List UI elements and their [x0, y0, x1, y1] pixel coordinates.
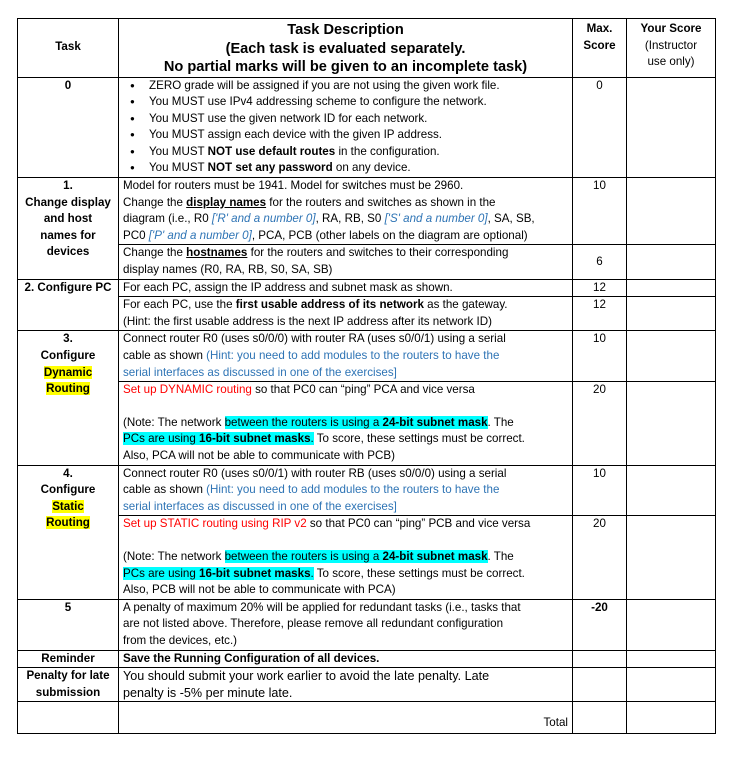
task-label: 2. Configure PC — [18, 279, 119, 331]
text-bold: NOT use default routes — [207, 144, 336, 158]
text: , RA, RB, S0 — [315, 212, 385, 226]
task-description — [119, 331, 573, 382]
max-score: 20 — [573, 516, 627, 599]
highlighted-text: between the routers is using a — [224, 415, 383, 429]
header-desc-line: No partial marks will be given to an incomplete task) — [163, 59, 528, 75]
highlighted-label: Routing — [46, 382, 90, 396]
text: cable as shown — [123, 483, 207, 497]
task-description — [119, 245, 573, 279]
rule-item: ● You MUST use IPv4 addressing scheme to configure the network. — [149, 94, 568, 111]
marking-rubric-table — [17, 18, 716, 734]
task-label-line: 3. — [63, 332, 73, 346]
max-score-cell — [573, 650, 627, 668]
text-line: from the devices, etc.) — [123, 633, 238, 647]
task-label-line — [22, 515, 114, 532]
task-row-5 — [18, 599, 716, 650]
text-line — [123, 382, 568, 399]
header-desc-line: Task Description — [287, 22, 404, 38]
max-score: 6 — [573, 245, 627, 279]
text-bold-underline: display names — [186, 195, 267, 209]
text-line — [123, 211, 568, 228]
task-row-1b — [18, 245, 716, 279]
rule-item: ● ZERO grade will be assigned if you are not using the given work file. — [149, 78, 568, 95]
text-hint: ['R' and a number 0] — [211, 212, 316, 226]
text: , PCA, PCB (other labels on the diagram are optional) — [251, 228, 528, 242]
header-your-score-line: Your Score — [640, 22, 702, 35]
text: . The — [487, 415, 514, 429]
reminder-text: Save the Running Configuration of all devices. — [119, 650, 573, 668]
rules-list — [123, 78, 568, 178]
header-max-line: Score — [583, 38, 616, 52]
text-bold: NOT set any password — [207, 161, 333, 175]
task-label — [18, 465, 119, 599]
task-label — [18, 331, 119, 465]
rule-item: ● You MUST assign each device with the given IP address. — [149, 127, 568, 144]
text: as the gateway. — [423, 298, 508, 312]
task-label: 0 — [18, 77, 119, 178]
task-label-line: 4. — [63, 466, 73, 480]
text-bold-underline: hostnames — [186, 246, 248, 260]
text-line: Model for routers must be 1941. Model for switches must be 2960. — [123, 179, 464, 193]
task-description — [119, 599, 573, 650]
header-max-score — [573, 19, 627, 78]
rule-item — [149, 160, 568, 177]
reminder-row — [18, 650, 716, 668]
text: PC0 — [123, 228, 149, 242]
task-label-line: 1. — [63, 179, 73, 193]
task-row-4b — [18, 516, 716, 599]
text: . The — [487, 549, 514, 563]
max-score: 10 — [573, 465, 627, 516]
your-score-cell — [627, 650, 716, 668]
max-score: 10 — [573, 178, 627, 245]
total-label: Total — [119, 702, 573, 734]
task-description: For each PC, assign the IP address and subnet mask as shown. — [119, 279, 573, 297]
text-line — [123, 228, 568, 245]
max-score: 10 — [573, 331, 627, 382]
your-score-cell — [627, 382, 716, 465]
task-row-3a — [18, 331, 716, 382]
text-line — [123, 482, 568, 499]
header-your-score-line: use only) — [647, 55, 695, 69]
text: To score, these settings must be correct. — [313, 566, 525, 580]
header-your-score — [627, 19, 716, 78]
task-label-line: Penalty for late — [26, 669, 110, 683]
max-score: 12 — [573, 279, 627, 297]
text-line: Also, PCB will not be able to communicate with PCA) — [123, 583, 396, 597]
text: Change the — [123, 246, 187, 260]
highlighted-text-bold: 24-bit subnet mask — [382, 415, 488, 429]
task-label-line: and host — [43, 212, 93, 226]
task-label-line: names for — [40, 228, 96, 242]
your-score-cell — [627, 331, 716, 382]
highlighted-text: PCs are using — [123, 566, 200, 580]
text-line: display names (R0, RA, RB, S0, SA, SB) — [123, 263, 333, 277]
text-line — [123, 566, 568, 583]
max-score: 20 — [573, 382, 627, 465]
your-score-cell — [627, 245, 716, 279]
late-penalty-label — [18, 668, 119, 702]
text-line: Connect router R0 (uses s0/0/1) with router RB (uses s0/0/0) using a serial — [123, 466, 507, 480]
task-row-4a — [18, 465, 716, 516]
text-line — [123, 516, 568, 533]
text-line: You should submit your work earlier to avoid the late penalty. Late — [123, 669, 490, 684]
text: (Note: The network — [123, 415, 225, 429]
task-label-line: devices — [46, 245, 90, 259]
text-line — [123, 431, 568, 448]
your-score-cell — [627, 279, 716, 297]
text: for the routers and switches as shown in the — [266, 195, 496, 209]
text: for the routers and switches to their corresponding — [247, 246, 509, 260]
task-description — [119, 77, 573, 178]
text: , SA, SB, — [487, 212, 535, 226]
text: You MUST — [149, 161, 208, 175]
task-label-line — [22, 365, 114, 382]
empty-cell — [18, 702, 119, 734]
highlighted-text: PCs are using — [123, 432, 200, 446]
header-max-line: Max. — [586, 22, 613, 35]
text: so that PC0 can “ping” PCB and vice versa — [306, 517, 531, 531]
task-label-line: Configure — [40, 349, 96, 362]
task-row-1a — [18, 178, 716, 245]
text-line: A penalty of maximum 20% will be applied for redundant tasks (i.e., tasks that — [123, 600, 521, 614]
text: cable as shown — [123, 349, 207, 362]
reminder-label: Reminder — [18, 650, 119, 668]
late-penalty-row — [18, 668, 716, 702]
text-hint: ['S' and a number 0] — [384, 212, 488, 226]
total-row — [18, 702, 716, 734]
your-score-cell — [627, 599, 716, 650]
highlighted-text: . — [310, 432, 314, 446]
task-row-0 — [18, 77, 716, 178]
task-row-2a — [18, 279, 716, 297]
max-score-cell — [573, 668, 627, 702]
text: For each PC, use the — [123, 298, 236, 312]
text: To score, these settings must be correct. — [313, 432, 525, 446]
your-score-cell — [627, 668, 716, 702]
text: (Note: The network — [123, 549, 225, 563]
max-score: 0 — [573, 77, 627, 178]
task-label-line — [22, 499, 114, 516]
header-desc-line: (Each task is evaluated separately. — [225, 40, 466, 57]
header-your-score-line: (Instructor — [644, 38, 698, 52]
text: so that PC0 can “ping” PCA and vice versa — [251, 383, 475, 397]
your-score-cell — [627, 178, 716, 245]
text: on any device. — [332, 161, 411, 175]
text-line: Connect router R0 (uses s0/0/0) with router RA (uses s0/0/1) using a serial — [123, 332, 506, 346]
total-your-score-cell — [627, 702, 716, 734]
text-line: are not listed above. Therefore, please remove all redundant configuration — [123, 617, 504, 631]
header-task: Task — [18, 19, 119, 78]
text-line — [123, 549, 568, 566]
text: Change the — [123, 195, 187, 209]
text-bold: first usable address of its network — [235, 298, 424, 312]
task-label-line — [22, 381, 114, 398]
text-line: (Hint: the first usable address is the next IP address after its network ID) — [123, 314, 493, 328]
your-score-cell — [627, 77, 716, 178]
text-line — [123, 195, 568, 212]
highlighted-label: Routing — [46, 516, 90, 530]
rule-item — [149, 144, 568, 161]
highlighted-text-bold: 16-bit subnet masks — [199, 566, 311, 580]
late-penalty-text — [119, 668, 573, 702]
total-max-score-cell — [573, 702, 627, 734]
task-label-line: Change display — [25, 195, 111, 209]
text-emphasis: Set up DYNAMIC routing — [123, 383, 252, 397]
text-line — [123, 245, 568, 262]
text-emphasis: Set up STATIC routing using RIP v2 — [123, 517, 307, 531]
text: diagram (i.e., R0 — [123, 212, 212, 226]
max-score: -20 — [573, 599, 627, 650]
task-description — [119, 382, 573, 465]
max-score: 12 — [573, 297, 627, 331]
highlighted-label: Static — [52, 499, 84, 513]
task-label-line: Configure — [40, 483, 96, 497]
task-description — [119, 297, 573, 331]
task-label — [18, 178, 119, 280]
text-line — [123, 415, 568, 432]
text-line: penalty is -5% per minute late. — [123, 685, 293, 700]
text: in the configuration. — [335, 144, 440, 158]
highlighted-text: . — [310, 566, 314, 580]
text-line — [123, 297, 568, 314]
header-task-description — [119, 19, 573, 78]
task-description — [119, 178, 573, 245]
text: You MUST — [149, 144, 208, 158]
text-line — [123, 348, 568, 365]
highlighted-text-bold: 24-bit subnet mask — [382, 549, 488, 563]
header-row — [18, 19, 716, 78]
rule-item: ● You MUST use the given network ID for each network. — [149, 111, 568, 128]
highlighted-label: Dynamic — [43, 365, 93, 379]
text-hint: ['P' and a number 0] — [148, 228, 252, 242]
text-hint: serial interfaces as discussed in one of the exercises] — [123, 365, 397, 379]
highlighted-text-bold: 16-bit subnet masks — [199, 432, 311, 446]
task-row-2b — [18, 297, 716, 331]
task-label: 5 — [18, 599, 119, 650]
your-score-cell — [627, 516, 716, 599]
text-line: Also, PCA will not be able to communicate with PCB) — [123, 448, 395, 462]
task-description — [119, 516, 573, 599]
text-hint: serial interfaces as discussed in one of the exercises] — [123, 499, 397, 513]
text-hint: (Hint: you need to add modules to the routers to have the — [206, 349, 500, 362]
task-row-3b — [18, 382, 716, 465]
text-hint: (Hint: you need to add modules to the routers to have the — [206, 483, 500, 497]
task-label-line: submission — [35, 685, 101, 699]
highlighted-text: between the routers is using a — [224, 549, 383, 563]
your-score-cell — [627, 297, 716, 331]
your-score-cell — [627, 465, 716, 516]
task-description — [119, 465, 573, 516]
